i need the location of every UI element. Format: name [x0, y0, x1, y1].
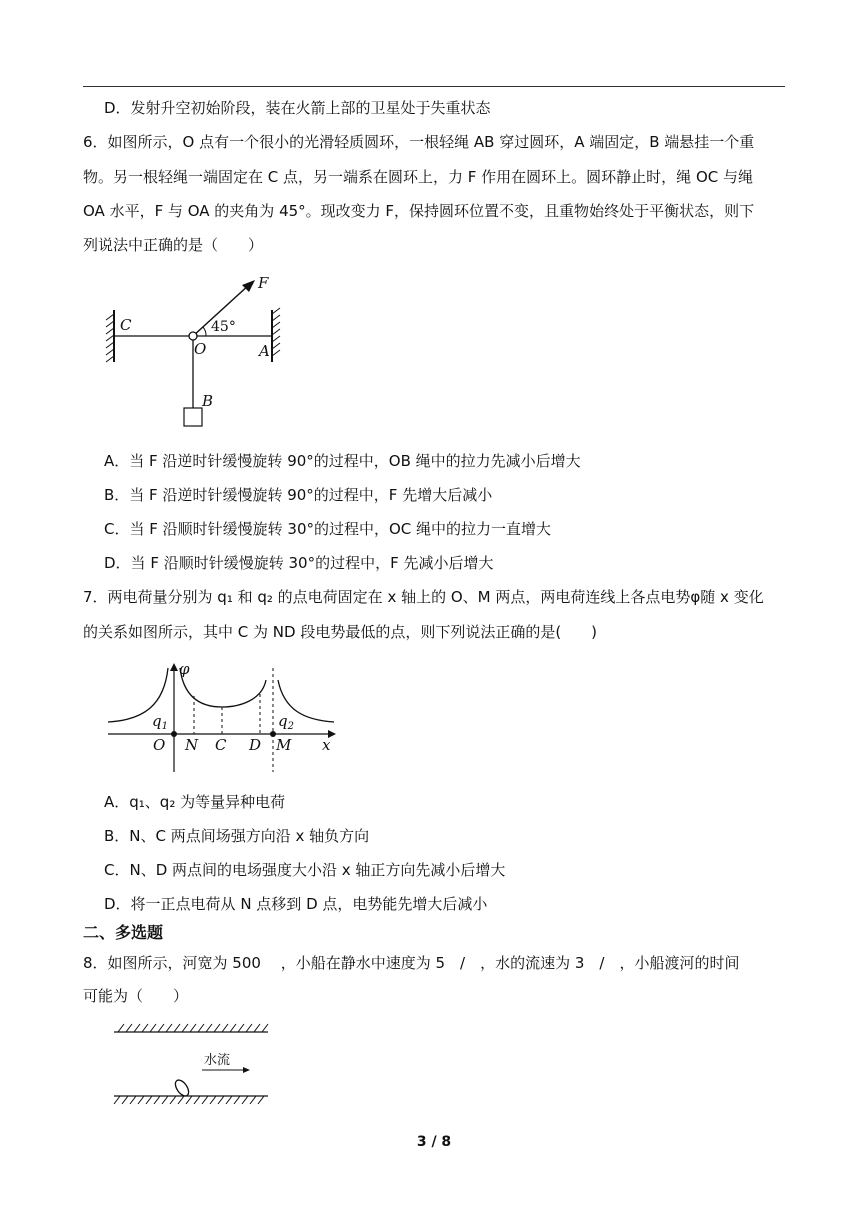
q6-stem-line4: 列说法中正确的是（ ）: [83, 236, 264, 254]
flow-label: 水流: [204, 1053, 231, 1068]
option-d-prev: D．发射升空初始阶段，装在火箭上部的卫星处于失重状态: [104, 99, 491, 117]
page-number: 3 / 8: [416, 1134, 452, 1150]
label-x: x: [322, 736, 331, 754]
label-M: M: [276, 736, 292, 754]
q8-stem-line2: 可能为（ ）: [83, 987, 189, 1005]
q6-option-c: C．当 F 沿顺时针缓慢旋转 30°的过程中，OC 绳中的拉力一直增大: [104, 520, 552, 538]
label-q2-letter: q: [278, 712, 288, 730]
q7-figure: [104, 660, 344, 775]
header-rule: [83, 86, 785, 87]
label-B: B: [202, 392, 214, 410]
label-A: A: [259, 342, 270, 360]
label-q1-sub: 1: [161, 721, 168, 732]
q7-option-a: A．q₁、q₂ 为等量异种电荷: [104, 793, 286, 811]
q8-stem-line1: 8．如图所示，河宽为 500 ，小船在静水中速度为 5 / ，水的流速为 3 / ，小船渡河的时间: [83, 954, 740, 972]
label-45: 45°: [211, 319, 236, 335]
q7-option-b: B．N、C 两点间场强方向沿 x 轴负方向: [104, 827, 370, 845]
q6-stem-line2: 物。另一根轻绳一端固定在 C 点，另一端系在圆环上，力 F 作用在圆环上。圆环静止时，绳 OC 与绳: [83, 168, 753, 186]
label-phi: φ: [179, 660, 190, 678]
q6-stem-line1: 6．如图所示，O 点有一个很小的光滑轻质圆环，一根轻绳 AB 穿过圆环，A 端固定，B 端悬挂一个重: [83, 133, 755, 151]
label-q1: [152, 712, 168, 732]
section-heading: 二、多选题: [83, 923, 164, 942]
label-O-axis: O: [153, 736, 166, 754]
q6-option-a: A．当 F 沿逆时针缓慢旋转 90°的过程中，OB 绳中的拉力先减小后增大: [104, 452, 581, 470]
label-C: C: [120, 316, 132, 334]
label-F: F: [258, 274, 269, 292]
q6-option-b: B．当 F 沿逆时针缓慢旋转 90°的过程中，F 先增大后减小: [104, 486, 493, 504]
q7-option-c: C．N、D 两点间的电场强度大小沿 x 轴正方向先减小后增大: [104, 861, 506, 879]
q7-stem-line2: 的关系如图所示，其中 C 为 ND 段电势最低的点，则下列说法正确的是( ): [83, 623, 598, 641]
q8-figure: [110, 1020, 280, 1110]
label-q2-sub: 2: [287, 721, 294, 732]
q7-option-d: D．将一正点电荷从 N 点移到 D 点，电势能先增大后减小: [104, 895, 488, 913]
label-q2: [278, 712, 294, 732]
label-N: N: [185, 736, 199, 754]
q6-stem-line3: OA 水平，F 与 OA 的夹角为 45°。现改变力 F，保持圆环位置不变，且重物始终处于平衡状态，则下: [83, 202, 755, 220]
label-C-axis: C: [215, 736, 227, 754]
q6-figure: [100, 270, 300, 430]
q6-option-d: D．当 F 沿顺时针缓慢旋转 30°的过程中，F 先减小后增大: [104, 554, 494, 572]
label-q1-letter: q: [152, 712, 162, 730]
q7-stem-line1: 7．两电荷量分别为 q₁ 和 q₂ 的点电荷固定在 x 轴上的 O、M 两点，两电荷连线上各点电势φ随 x 变化: [83, 588, 764, 606]
label-D: D: [249, 736, 262, 754]
label-O: O: [194, 340, 207, 358]
